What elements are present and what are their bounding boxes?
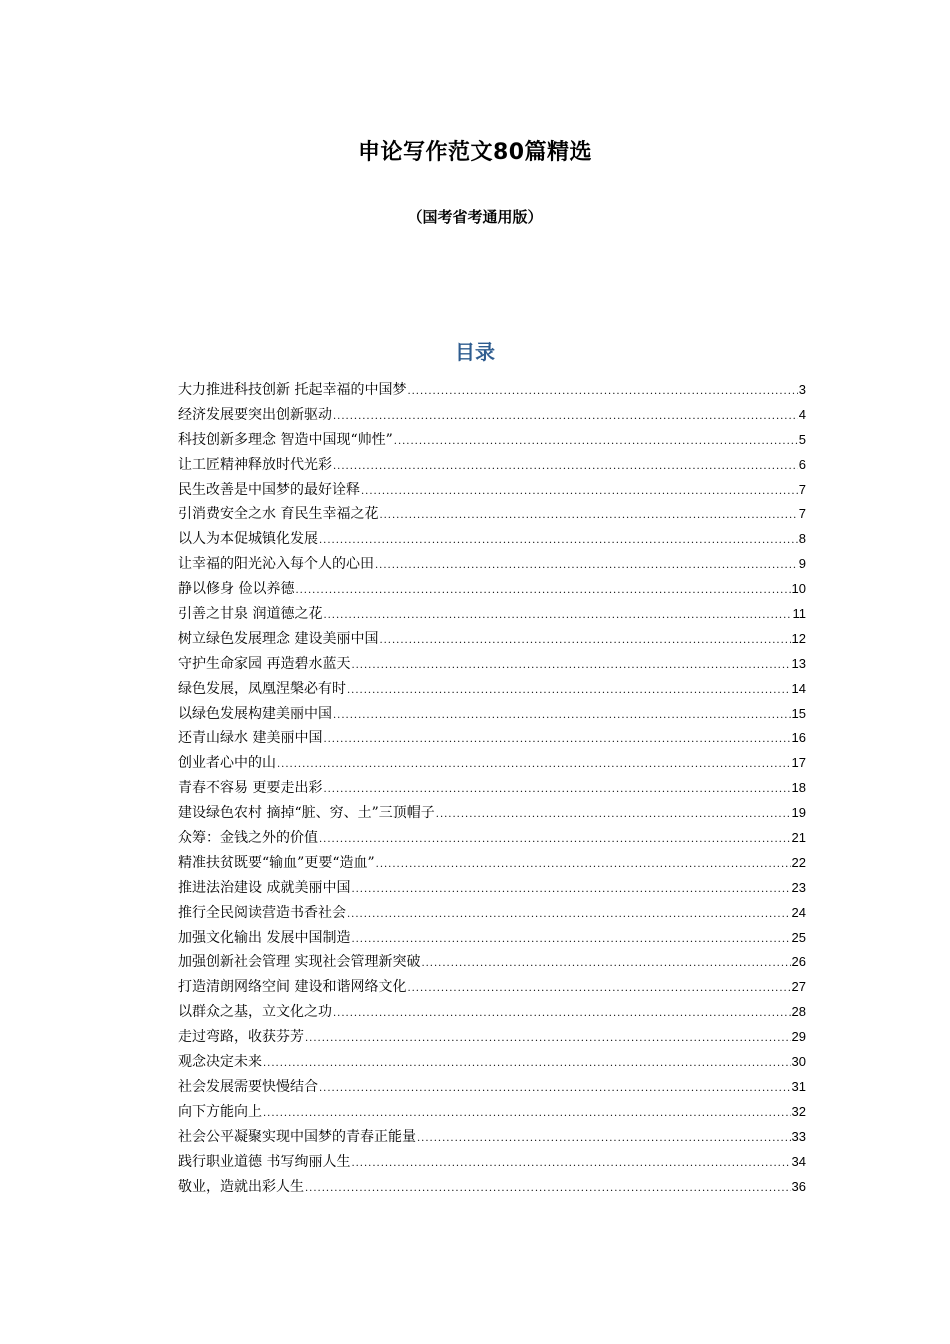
toc-dot-leader (361, 480, 798, 505)
toc-entry-page-number: 21 (791, 830, 806, 846)
toc-entry-page-number: 26 (791, 954, 806, 970)
toc-entry-title: 树立绿色发展理念 建设美丽中国 (178, 630, 379, 647)
toc-entry-page-number: 4 (798, 406, 806, 422)
document-title: 申论写作范文80篇精选 (357, 140, 593, 165)
toc-entry-page-number: 32 (791, 1103, 806, 1119)
toc-entry-title: 社会发展需要快慢结合 (178, 1078, 318, 1095)
toc-dot-leader (347, 679, 791, 704)
toc-entry[interactable] (178, 627, 806, 652)
toc-entry-title: 绿色发展，凤凰涅槃必有时 (178, 680, 346, 697)
table-of-contents (178, 378, 806, 1199)
toc-entry-title: 建设绿色农村 摘掉“脏、穷、土”三顶帽子 (178, 805, 435, 822)
toc-entry-title: 静以修身 俭以养德 (178, 581, 295, 598)
toc-entry-title: 青春不容易 更要走出彩 (178, 780, 323, 797)
toc-entry-title: 以绿色发展构建美丽中国 (178, 705, 332, 722)
toc-entry-title: 守护生命家园 再造碧水蓝天 (178, 655, 351, 672)
toc-entry[interactable] (178, 428, 806, 453)
toc-dot-leader (333, 1002, 791, 1027)
toc-entry-page-number: 29 (791, 1029, 806, 1045)
toc-dot-leader (436, 803, 791, 828)
toc-entry[interactable] (178, 950, 806, 975)
toc-entry-title: 大力推进科技创新 托起幸福的中国梦 (178, 382, 407, 398)
toc-entry-page-number: 6 (798, 456, 806, 472)
toc-entry-page-number: 8 (798, 531, 806, 547)
toc-entry[interactable] (178, 602, 806, 627)
toc-entry[interactable] (178, 926, 806, 951)
toc-entry[interactable] (178, 577, 806, 602)
toc-entry-title: 推行全民阅读营造书香社会 (178, 904, 346, 921)
toc-entry[interactable] (178, 1175, 806, 1200)
toc-dot-leader (305, 1027, 791, 1052)
toc-entry-page-number: 14 (791, 680, 806, 696)
toc-entry-title: 众筹：金钱之外的价值 (178, 830, 318, 847)
toc-entry[interactable] (178, 502, 806, 527)
toc-dot-leader (421, 952, 790, 977)
toc-entry-title: 让工匠精神释放时代光彩 (178, 456, 332, 473)
toc-entry-page-number: 7 (798, 481, 806, 497)
toc-entry-title: 向下方能向上 (178, 1103, 262, 1120)
toc-dot-leader (263, 1102, 791, 1127)
toc-entry-page-number: 28 (791, 1004, 806, 1020)
toc-heading: 目录 (455, 340, 495, 364)
toc-dot-leader (319, 1077, 791, 1102)
toc-dot-leader (295, 579, 790, 604)
toc-entry[interactable] (178, 702, 806, 727)
toc-entry[interactable] (178, 478, 806, 503)
toc-entry-title: 打造清朗网络空间 建设和谐网络文化 (178, 979, 407, 996)
toc-dot-leader (333, 704, 791, 729)
toc-entry-title: 科技创新多理念 智造中国现“帅性” (178, 431, 393, 448)
toc-dot-leader (394, 430, 798, 455)
toc-dot-leader (323, 728, 790, 753)
toc-dot-leader (305, 1177, 791, 1202)
toc-dot-leader (379, 629, 790, 654)
toc-entry-title: 观念决定未来 (178, 1054, 262, 1071)
toc-dot-leader (351, 1152, 790, 1177)
toc-entry-page-number: 10 (791, 581, 806, 597)
toc-entry-title: 社会公平凝聚实现中国梦的青春正能量 (178, 1128, 416, 1145)
toc-entry-title: 以群众之基，立文化之功 (178, 1004, 332, 1021)
toc-entry[interactable] (178, 801, 806, 826)
toc-entry[interactable] (178, 652, 806, 677)
toc-entry-page-number: 11 (792, 606, 806, 622)
toc-entry[interactable] (178, 1000, 806, 1025)
toc-entry-title: 经济发展要突出创新驱动 (178, 406, 332, 423)
toc-entry-page-number: 33 (791, 1128, 806, 1144)
toc-entry-page-number: 12 (791, 630, 806, 646)
toc-entry-title: 还青山绿水 建美丽中国 (178, 730, 323, 747)
document-subtitle: （国考省考通用版） (407, 208, 543, 226)
toc-entry-page-number: 9 (798, 556, 806, 572)
toc-entry-page-number: 13 (791, 655, 806, 671)
toc-entry[interactable] (178, 1050, 806, 1075)
toc-entry[interactable] (178, 527, 806, 552)
toc-entry[interactable] (178, 552, 806, 577)
toc-dot-leader (319, 828, 791, 853)
toc-entry-title: 民生改善是中国梦的最好诠释 (178, 481, 360, 498)
toc-entry-title: 让幸福的阳光沁入每个人的心田 (178, 556, 374, 573)
toc-entry-page-number: 19 (791, 805, 806, 821)
toc-dot-leader (379, 504, 797, 529)
toc-entry-page-number: 3 (798, 382, 806, 397)
toc-dot-leader (323, 604, 791, 629)
toc-entry-page-number: 17 (791, 755, 806, 771)
toc-dot-leader (407, 380, 797, 405)
toc-entry-page-number: 22 (791, 854, 806, 870)
toc-entry[interactable] (178, 453, 806, 478)
toc-dot-leader (351, 878, 790, 903)
toc-dot-leader (347, 903, 791, 928)
toc-entry-title: 推进法治建设 成就美丽中国 (178, 879, 351, 896)
toc-entry[interactable] (178, 901, 806, 926)
toc-dot-leader (319, 529, 798, 554)
toc-dot-leader (351, 654, 790, 679)
toc-entry-title: 引善之甘泉 润道德之花 (178, 606, 323, 623)
toc-entry[interactable] (178, 677, 806, 702)
toc-entry[interactable] (178, 851, 806, 876)
toc-entry-title: 走过弯路，收获芬芳 (178, 1029, 304, 1046)
toc-entry-page-number: 18 (791, 780, 806, 796)
toc-dot-leader (333, 455, 798, 480)
toc-dot-leader (263, 1052, 791, 1077)
toc-dot-leader (407, 977, 790, 1002)
toc-entry-title: 践行职业道德 书写绚丽人生 (178, 1153, 351, 1170)
toc-entry[interactable] (178, 726, 806, 751)
toc-entry-page-number: 36 (791, 1178, 806, 1194)
toc-dot-leader (417, 1127, 791, 1152)
toc-entry-page-number: 7 (798, 506, 806, 522)
toc-entry[interactable] (178, 1100, 806, 1125)
toc-entry[interactable] (178, 1150, 806, 1175)
toc-entry-title: 引消费安全之水 育民生幸福之花 (178, 506, 379, 523)
toc-entry[interactable] (178, 1075, 806, 1100)
toc-entry[interactable] (178, 776, 806, 801)
toc-entry-page-number: 16 (791, 730, 806, 746)
toc-entry[interactable] (178, 751, 806, 776)
toc-entry[interactable] (178, 1125, 806, 1150)
toc-entry-title: 敬业，造就出彩人生 (178, 1178, 304, 1195)
toc-entry-page-number: 30 (791, 1054, 806, 1070)
toc-entry-page-number: 27 (791, 979, 806, 995)
toc-dot-leader (351, 928, 790, 953)
toc-entry-title: 精准扶贫既要“输血”更要“造血” (178, 854, 375, 871)
toc-entry-page-number: 24 (791, 904, 806, 920)
toc-entry[interactable] (178, 378, 806, 403)
toc-entry-page-number: 15 (791, 705, 806, 721)
toc-entry-title: 加强文化输出 发展中国制造 (178, 929, 351, 946)
toc-dot-leader (376, 853, 791, 878)
toc-dot-leader (323, 778, 790, 803)
toc-entry-title: 创业者心中的山 (178, 755, 276, 772)
toc-entry[interactable] (178, 403, 806, 428)
toc-entry[interactable] (178, 975, 806, 1000)
toc-entry[interactable] (178, 1025, 806, 1050)
toc-dot-leader (375, 554, 798, 579)
toc-entry-page-number: 25 (791, 929, 806, 945)
toc-dot-leader (333, 405, 798, 430)
toc-entry-title: 加强创新社会管理 实现社会管理新突破 (178, 954, 421, 971)
toc-entry[interactable] (178, 826, 806, 851)
toc-entry-page-number: 5 (798, 431, 806, 447)
toc-entry-page-number: 34 (791, 1153, 806, 1169)
toc-entry-page-number: 31 (791, 1078, 806, 1094)
toc-entry[interactable] (178, 876, 806, 901)
toc-entry-page-number: 23 (791, 879, 806, 895)
toc-entry-title: 以人为本促城镇化发展 (178, 531, 318, 548)
toc-dot-leader (277, 753, 791, 778)
